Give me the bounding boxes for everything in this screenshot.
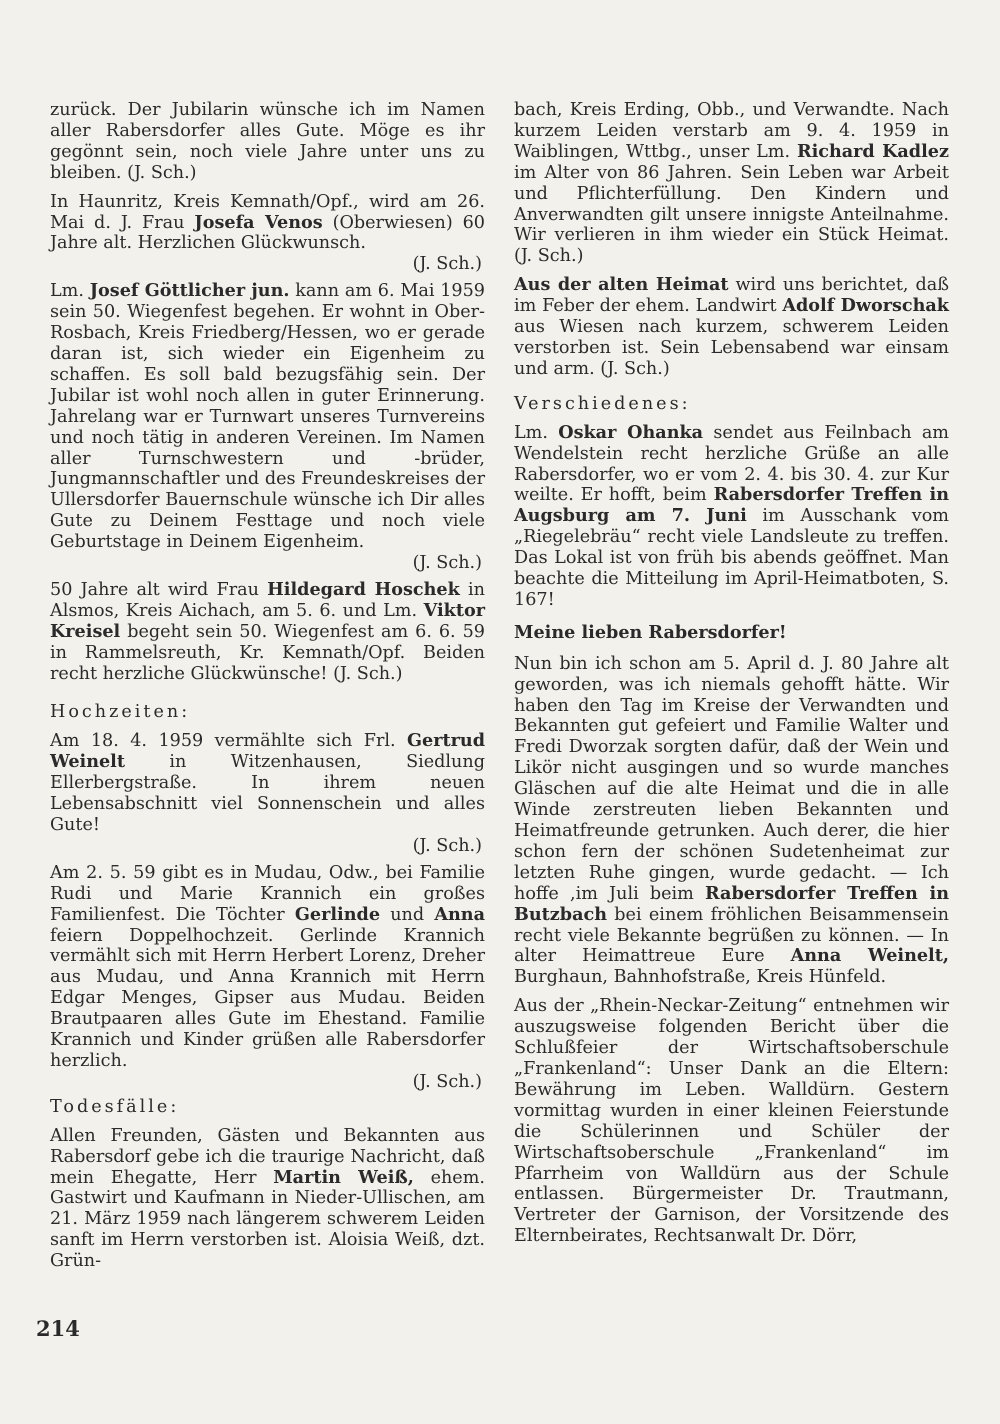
signature: (J. Sch.) bbox=[412, 1071, 482, 1092]
signature: (J. Sch.) bbox=[412, 553, 482, 574]
paragraph-anna-weinelt-letter: Nun bin ich schon am 5. April d. J. 80 Jahre alt geworden, was ich niemals gehofft hätte. Wir haben den Tag im Kreise der Verwandten und Bekannten gut gefeiert und Familie Walter und Fredi Dworzak sorgten dafür, daß der Wein und Likör nicht ausgingen und so wurde manches Gläschen auf die alte Heimat und die in alle Winde zerstreuten lieben Bekannten und Heimatfreunde getrunken. Auch derer, die hier schon fern der schönen Sudetenheimat zur letzten Ruhe gingen, wurde gedacht. — Ich hoffe ,im Juli beim Rabersdorfer Treffen in Butzbach bei einem fröhlichen Beisammensein recht viele Bekannte begrüßen zu können. — In alter Heimattreue Eure Anna Weinelt, Burghaun, Bahnhofstraße, Kreis Hünfeld. bbox=[514, 653, 950, 988]
paragraph-weiss-obituary: Allen Freunden, Gästen und Bekannten aus Rabersdorf gebe ich die traurige Nachricht, daß mein Ehegatte, Herr Martin Weiß, ehem. Gastwirt und Kaufmann in Nieder-Ullischen, am 21. März 1959 nach längerem schwerem Leiden sanft im Herrn verstorben ist. Aloisia Weiß, dzt. Grün- bbox=[50, 1125, 485, 1272]
signature: (J. Sch.) bbox=[412, 835, 482, 856]
letter-greeting: Meine lieben Rabersdorfer! bbox=[514, 621, 787, 643]
paragraph-rhein-neckar-report: Aus der „Rhein-Neckar-Zeitung“ entnehmen wir auszugsweise folgenden Bericht über die Schlußfeier der Wirtschaftsoberschule „Frankenland“: Unser Dank an die Eltern: Bewährung im Leben. Walldürn. Gestern vormittag wurden in einer kleinen Feierstunde die Schülerinnen und Schüler der Wirtschaftsoberschule „Frankenland“ im Pfarrheim von Walldürn aus der Schule entlassen. Bürgermeister Dr. Trautmann, Vertreter der Garnison, der Vorsitzende des Elternbeirates, Rechtsanwalt Dr. Dörr, bbox=[514, 996, 949, 1247]
right-column bbox=[514, 100, 949, 1255]
left-column bbox=[50, 100, 485, 1280]
paragraph-jubilarin: zurück. Der Jubilarin wünsche ich im Namen aller Rabersdorfer alles Gute. Möge es ihr gegönnt sein, noch viele Jahre unter uns zu bleiben. (J. Sch.) bbox=[50, 100, 485, 183]
paragraph-dworschak: Aus der alten Heimat wird uns berichtet, daß im Feber der ehem. Landwirt Adolf Dworschak aus Wiesen nach kurzem, schwerem Leiden verstorben ist. Sein Lebensabend war einsam und arm. (J. Sch.) bbox=[514, 274, 950, 379]
paragraph-weinelt-wedding: Am 18. 4. 1959 vermählte sich Frl. Gertrud Weinelt in Witzenhausen, Siedlung Ellerbergstraße. In ihrem neuen Lebensabschnitt viel Sonnenschein und alles Gute! bbox=[50, 730, 485, 835]
signature: (J. Sch.) bbox=[412, 254, 482, 275]
paragraph-goettlicher: Lm. Josef Göttlicher jun. kann am 6. Mai 1959 sein 50. Wiegenfest begehen. Er wohnt in Ober-Rosbach, Kreis Friedberg/Hessen, wo er gerade daran ist, sich wieder ein Eigenheim zu schaffen. Es soll bald bezugsfähig sein. Der Jubilar ist wohl noch allen in guter Erinnerung. Jahrelang war er Turnwart unseres Turnvereins und noch tätig in anderen Vereinen. Im Namen aller Turnschwestern und -brüder, Jungmannschaftler und des Freundeskreises der Ullersdorfer Bauernschule wünsche ich Dir alles Gute zu Deinem Festtage und noch viele Geburtstage in Deinem Eigenheim. bbox=[50, 280, 485, 553]
paragraph-hoschek-kreisel: 50 Jahre alt wird Frau Hildegard Hoschek in Alsmos, Kreis Aichach, am 5. 6. und Lm. Viktor Kreisel begeht sein 50. Wiegenfest am 6. 6. 59 in Rammelsreuth, Kr. Kemnath/Opf. Beiden recht herzliche Glückwünsche! (J. Sch.) bbox=[50, 578, 486, 684]
section-heading-verschiedenes: Verschiedenes: bbox=[514, 393, 691, 414]
paragraph-kadlez: bach, Kreis Erding, Obb., und Verwandte. Nach kurzem Leiden verstarb am 9. 4. 1959 in Waiblingen, Wttbg., unser Lm. Richard Kadlez im Alter von 86 Jahren. Sein Leben war Arbeit und Pflichterfüllung. Den Kindern und Anverwandten gilt unsere innigste Anteilnahme. Wir verlieren in ihm wieder ein Stück Heimat. (J. Sch.) bbox=[514, 100, 949, 267]
paragraph-venos: In Haunritz, Kreis Kemnath/Opf., wird am 26. Mai d. J. Frau Josefa Venos (Oberwiesen) 60 Jahre alt. Herzlichen Glückwunsch. bbox=[50, 191, 485, 254]
page-number: 214 bbox=[36, 1316, 80, 1341]
section-heading-todesfaelle: Todesfälle: bbox=[50, 1096, 180, 1117]
paragraph-krannich: Am 2. 5. 59 gibt es in Mudau, Odw., bei Familie Rudi und Marie Krannich ein großes Familienfest. Die Töchter Gerlinde und Anna feiern Doppelhochzeit. Gerlinde Krannich vermählt sich mit Herrn Herbert Lorenz, Dreher aus Mudau, und Anna Krannich mit Herrn Edgar Menges, Gipser aus Mudau. Beiden Brautpaaren alles Gute im Ehestand. Familie Krannich und Kinder grüßen alle Rabersdorfer herzlich. bbox=[50, 862, 485, 1071]
paragraph-ohanka: Lm. Oskar Ohanka sendet aus Feilnbach am Wendelstein recht herzliche Grüße an alle Rabersdorfer, wo er vom 2. 4. bis 30. 4. zur Kur weilte. Er hofft, beim Rabersdorfer Treffen in Augsburg am 7. Juni im Ausschank vom „Riegelebräu“ recht viele Landsleute zu treffen. Das Lokal ist von früh bis abends geöffnet. Man beachte die Mitteilung im April-Heimatboten, S. 167! bbox=[514, 421, 949, 610]
section-heading-hochzeiten: Hochzeiten: bbox=[50, 702, 191, 723]
